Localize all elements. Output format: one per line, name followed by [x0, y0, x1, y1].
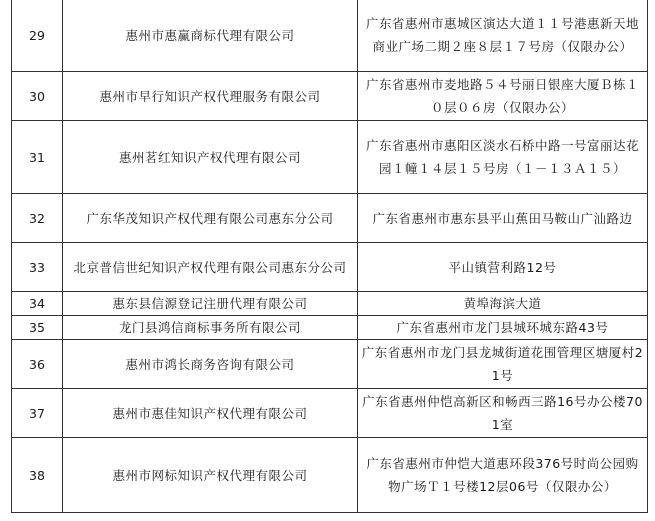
table-row	[12, 194, 648, 243]
company-address: 广东省惠州市仲恺大道惠环段376号时尚公园购物广场Ｔ１号楼12层06号（仅限办公）	[358, 438, 648, 513]
table-row	[12, 340, 648, 389]
company-address: 广东省惠州市惠东县平山蕉田马鞍山广汕路边	[358, 194, 648, 243]
company-name: 惠州市早行知识产权代理服务有限公司	[63, 72, 358, 121]
company-name: 惠州市网标知识产权代理有限公司	[63, 438, 358, 513]
company-address: 平山镇营利路12号	[358, 243, 648, 292]
company-address: 广东省惠州市麦地路５４号丽日银座大厦Ｂ栋１０层０６房（仅限办公）	[358, 72, 648, 121]
company-address: 广东省惠州市惠城区演达大道１１号港惠新天地商业广场二期２座８层１７号房（仅限办公）	[358, 0, 648, 72]
company-address: 广东省惠州市龙门县城环城东路43号	[358, 316, 648, 340]
row-number: 30	[12, 72, 63, 121]
row-number: 37	[12, 389, 63, 438]
company-name: 广东华茂知识产权代理有限公司惠东分公司	[63, 194, 358, 243]
row-number: 36	[12, 340, 63, 389]
table-row	[12, 438, 648, 513]
row-number: 34	[12, 292, 63, 316]
agency-registry-table	[11, 0, 648, 513]
company-name: 惠州市惠赢商标代理有限公司	[63, 0, 358, 72]
company-address: 黄埠海滨大道	[358, 292, 648, 316]
row-number: 33	[12, 243, 63, 292]
table-row	[12, 389, 648, 438]
row-number: 38	[12, 438, 63, 513]
table-row	[12, 316, 648, 340]
company-name: 惠州茗红知识产权代理有限公司	[63, 121, 358, 194]
company-name: 龙门县鸿信商标事务所有限公司	[63, 316, 358, 340]
row-number: 35	[12, 316, 63, 340]
company-address: 广东省惠州市龙门县龙城街道花围管理区塘厦村21号	[358, 340, 648, 389]
company-address: 广东省惠州市惠阳区淡水石桥中路一号富丽达花园１幢１４层１５号房（１－１３Ａ１５）	[358, 121, 648, 194]
company-name: 北京普信世纪知识产权代理有限公司惠东分公司	[63, 243, 358, 292]
table-row	[12, 72, 648, 121]
company-address: 广东省惠州仲恺高新区和畅西三路16号办公楼701室	[358, 389, 648, 438]
company-name: 惠东县信源登记注册代理有限公司	[63, 292, 358, 316]
row-number: 29	[12, 0, 63, 72]
row-number: 31	[12, 121, 63, 194]
table-row	[12, 243, 648, 292]
table-row	[12, 0, 648, 72]
row-number: 32	[12, 194, 63, 243]
table-row	[12, 292, 648, 316]
table-row	[12, 121, 648, 194]
company-name: 惠州市鸿长商务咨询有限公司	[63, 340, 358, 389]
company-name: 惠州市惠佳知识产权代理有限公司	[63, 389, 358, 438]
